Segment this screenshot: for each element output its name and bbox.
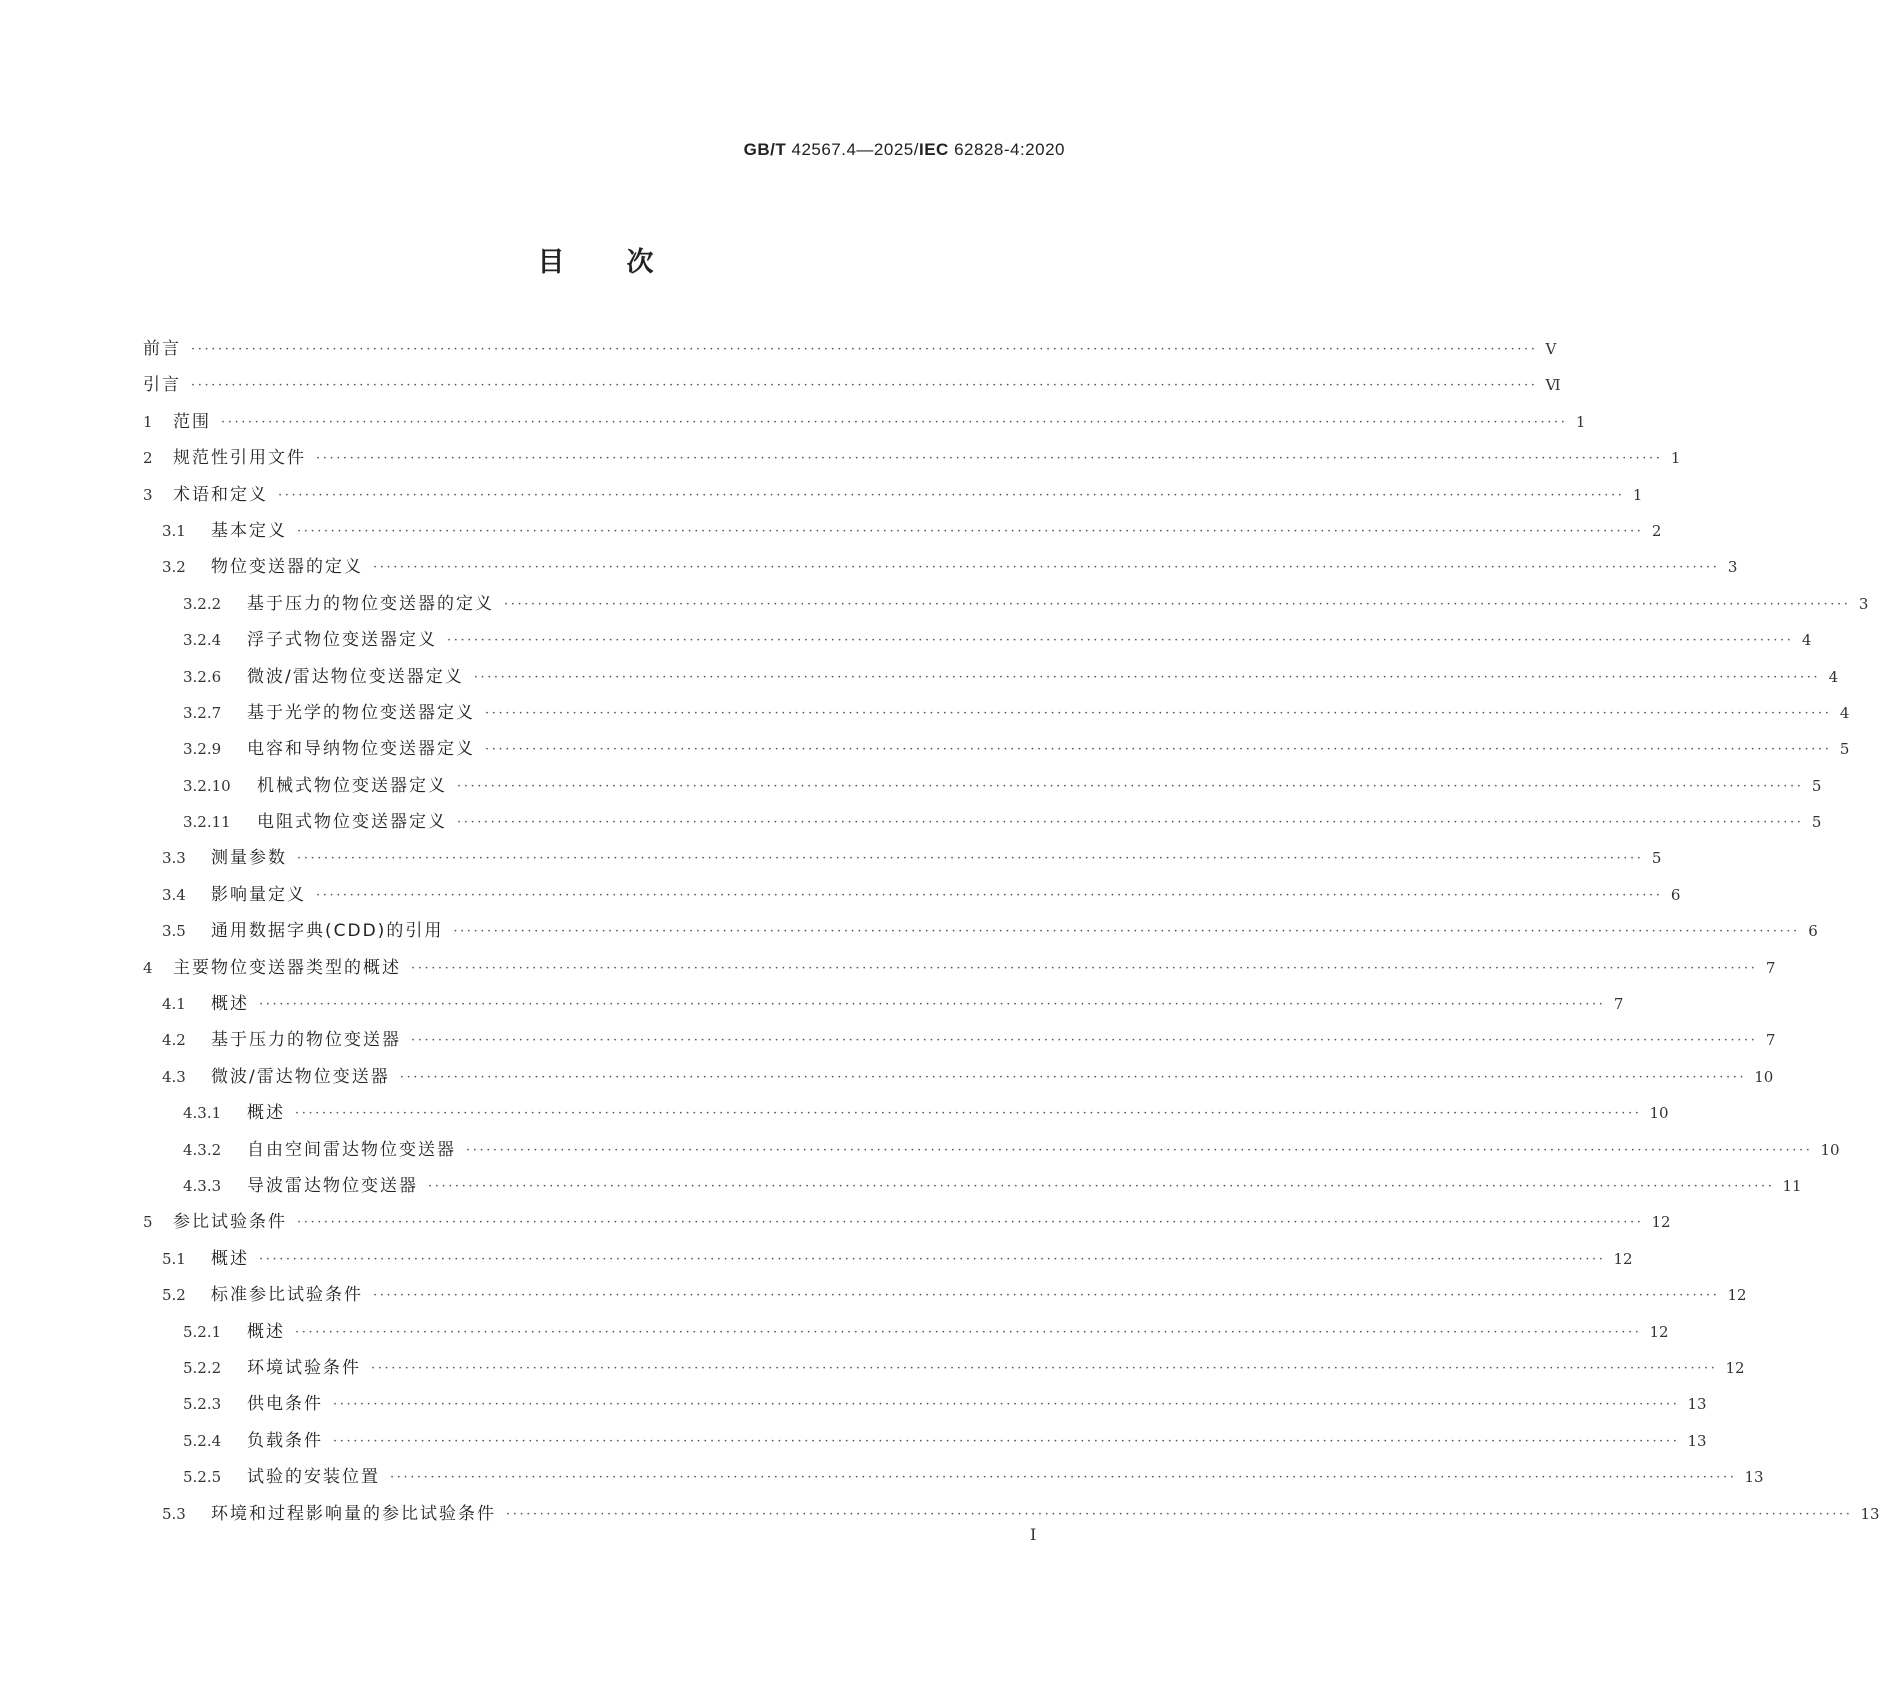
toc-leader-dots: ········································································································································································································ bbox=[466, 1142, 1813, 1158]
toc-entry[interactable] bbox=[143, 1065, 1774, 1101]
standard-iec-code: 62828-4:2020 bbox=[954, 140, 1065, 159]
toc-entry-number: 3.2.6 bbox=[183, 667, 222, 686]
toc-entry-page: 5 bbox=[1651, 849, 1662, 868]
toc-entry-label: 概述 bbox=[247, 1103, 285, 1124]
toc-entry[interactable] bbox=[143, 1101, 1669, 1137]
toc-entry[interactable] bbox=[143, 1356, 1745, 1392]
toc-entry[interactable] bbox=[143, 992, 1624, 1028]
toc-entry-number: 3.2.9 bbox=[183, 740, 222, 759]
toc-entry-page: 1 bbox=[1575, 412, 1586, 431]
toc-entry-label: 微波/雷达物位变送器定义 bbox=[247, 666, 464, 687]
toc-entry-label: 物位变送器的定义 bbox=[211, 557, 363, 578]
toc-entry-label: 前言 bbox=[143, 339, 181, 359]
toc-entry-label: 电阻式物位变送器定义 bbox=[257, 812, 447, 833]
toc-entry[interactable] bbox=[143, 919, 1818, 955]
toc-entry-page: Ⅴ bbox=[1545, 340, 1557, 358]
toc-entry-page: 4 bbox=[1801, 631, 1812, 650]
toc-entry-page: 10 bbox=[1820, 1140, 1840, 1159]
toc-entry-label: 标准参比试验条件 bbox=[211, 1285, 363, 1306]
toc-entry[interactable] bbox=[143, 1247, 1633, 1283]
toc-entry-number: 3.3 bbox=[162, 849, 186, 868]
toc-leader-dots: ········································································································································································································ bbox=[297, 523, 1644, 539]
toc-entry-label: 基于光学的物位变送器定义 bbox=[247, 702, 475, 723]
toc-leader-dots: ········································································································································································································ bbox=[485, 742, 1832, 758]
toc-leader-dots: ········································································································································································································ bbox=[221, 414, 1568, 430]
toc-entry-page: 5 bbox=[1839, 740, 1850, 759]
toc-entry-number: 3.2.7 bbox=[183, 703, 222, 722]
toc-entry-number: 3.4 bbox=[162, 885, 186, 904]
standard-iec: IEC bbox=[918, 140, 949, 159]
toc-entry[interactable] bbox=[143, 373, 1561, 409]
toc-leader-dots: ········································································································································································································ bbox=[295, 1106, 1642, 1122]
toc-entry-label: 浮子式物位变送器定义 bbox=[247, 630, 437, 651]
toc-entry-page: 12 bbox=[1651, 1213, 1671, 1232]
toc-entry-page: 5 bbox=[1811, 776, 1822, 795]
toc-entry-label: 参比试验条件 bbox=[173, 1212, 287, 1233]
toc-entry-page: 10 bbox=[1649, 1104, 1669, 1123]
page-number: Ⅰ bbox=[1030, 1525, 1037, 1544]
toc-entry-label: 微波/雷达物位变送器 bbox=[211, 1066, 390, 1087]
toc-entry[interactable] bbox=[143, 1138, 1840, 1174]
toc-entry-label: 引言 bbox=[143, 375, 181, 396]
toc-leader-dots: ········································································································································································································ bbox=[373, 1288, 1720, 1304]
toc-leader-dots: ········································································································································································································ bbox=[457, 778, 1804, 794]
toc-entry-number: 3.5 bbox=[162, 922, 186, 941]
toc-leader-dots: ········································································································································································································ bbox=[506, 1506, 1853, 1522]
toc-entry-number: 4.3 bbox=[162, 1067, 186, 1086]
toc-entry-page: 13 bbox=[1860, 1504, 1880, 1523]
toc-entry-label: 术语和定义 bbox=[173, 484, 268, 505]
toc-entry-number: 5 bbox=[143, 1213, 153, 1232]
toc-leader-dots: ········································································································································································································ bbox=[485, 705, 1832, 721]
toc-entry[interactable] bbox=[143, 1502, 1880, 1538]
toc-entry-label: 供电条件 bbox=[247, 1394, 323, 1415]
toc-entry[interactable] bbox=[143, 483, 1643, 519]
toc-entry-number: 5.2 bbox=[162, 1286, 186, 1305]
toc-entry[interactable] bbox=[143, 737, 1850, 773]
toc-leader-dots: ········································································································································································································ bbox=[457, 815, 1804, 831]
toc-entry-number: 3.2.4 bbox=[183, 631, 222, 650]
toc-entry-label: 主要物位变送器类型的概述 bbox=[173, 957, 401, 978]
toc-entry-page: 7 bbox=[1613, 995, 1624, 1014]
toc-entry-page: 11 bbox=[1782, 1176, 1802, 1195]
toc-entry-page: 1 bbox=[1670, 449, 1681, 468]
standard-code: 42567.4—2025/ bbox=[791, 140, 919, 159]
toc-entry-page: 5 bbox=[1811, 813, 1822, 832]
toc-entry-label: 环境和过程影响量的参比试验条件 bbox=[211, 1503, 496, 1524]
toc-entry-label: 规范性引用文件 bbox=[173, 448, 306, 469]
toc-leader-dots: ········································································································································································································ bbox=[390, 1470, 1737, 1486]
toc-leader-dots: ········································································································································································································ bbox=[333, 1433, 1680, 1449]
toc-entry-label: 概述 bbox=[211, 1248, 249, 1269]
toc-entry-page: 13 bbox=[1687, 1431, 1707, 1450]
toc-leader-dots: ········································································································································································································ bbox=[316, 451, 1663, 467]
toc-entry-page: Ⅵ bbox=[1545, 376, 1561, 395]
toc-leader-dots: ········································································································································································································ bbox=[259, 997, 1606, 1013]
toc-entry-label: 环境试验条件 bbox=[247, 1357, 361, 1378]
toc-entry[interactable] bbox=[143, 1392, 1707, 1428]
toc-entry-label: 范围 bbox=[173, 411, 211, 432]
toc-entry-page: 4 bbox=[1828, 667, 1839, 686]
toc-leader-dots: ········································································································································································································ bbox=[411, 1033, 1758, 1049]
toc-entry-label: 自由空间雷达物位变送器 bbox=[247, 1139, 456, 1160]
toc-leader-dots: ········································································································································································································ bbox=[297, 851, 1644, 867]
toc-entry[interactable] bbox=[143, 1429, 1707, 1465]
toc-entry-label: 概述 bbox=[247, 1321, 285, 1342]
toc-entry-label: 试验的安装位置 bbox=[247, 1467, 380, 1488]
toc-leader-dots: ········································································································································································································ bbox=[191, 342, 1538, 357]
toc-leader-dots: ········································································································································································································ bbox=[399, 1069, 1747, 1085]
toc-entry-label: 影响量定义 bbox=[211, 884, 306, 905]
toc-entry-number: 4.3.1 bbox=[183, 1104, 222, 1123]
toc-entry[interactable] bbox=[143, 1465, 1764, 1501]
toc-entry-number: 3.2.10 bbox=[183, 776, 231, 795]
toc-entry-number: 4.3.2 bbox=[183, 1140, 222, 1159]
toc-entry[interactable] bbox=[143, 956, 1776, 992]
table-of-contents bbox=[143, 337, 1880, 1538]
toc-entry[interactable] bbox=[143, 1283, 1747, 1319]
toc-entry[interactable] bbox=[143, 665, 1839, 701]
toc-entry-number: 3 bbox=[143, 485, 153, 504]
toc-entry-number: 5.1 bbox=[162, 1249, 186, 1268]
toc-entry-label: 通用数据字典(CDD)的引用 bbox=[211, 921, 444, 942]
toc-leader-dots: ········································································································································································································ bbox=[259, 1251, 1606, 1267]
toc-entry-number: 3.1 bbox=[162, 521, 186, 540]
toc-entry[interactable] bbox=[143, 1174, 1802, 1210]
toc-entry-number: 5.2.2 bbox=[183, 1358, 222, 1377]
toc-entry-label: 测量参数 bbox=[211, 848, 287, 869]
toc-leader-dots: ········································································································································································································ bbox=[191, 378, 1538, 394]
toc-entry-page: 6 bbox=[1808, 922, 1818, 941]
toc-leader-dots: ········································································································································································································ bbox=[316, 887, 1663, 903]
standard-prefix: GB/T bbox=[743, 140, 787, 159]
toc-entry-page: 3 bbox=[1858, 594, 1869, 613]
toc-entry-page: 13 bbox=[1687, 1395, 1707, 1414]
toc-entry-number: 5.2.1 bbox=[183, 1322, 222, 1341]
toc-entry-page: 7 bbox=[1765, 1031, 1776, 1050]
toc-entry[interactable] bbox=[143, 337, 1557, 373]
toc-entry[interactable] bbox=[143, 1210, 1671, 1246]
toc-leader-dots: ········································································································································································································ bbox=[473, 669, 1821, 685]
toc-entry-number: 5.2.4 bbox=[183, 1431, 222, 1450]
toc-entry-label: 概述 bbox=[211, 994, 249, 1015]
toc-entry-page: 10 bbox=[1754, 1067, 1774, 1086]
toc-entry[interactable] bbox=[143, 701, 1850, 737]
toc-entry-number: 4.3.3 bbox=[183, 1176, 222, 1195]
toc-entry-page: 1 bbox=[1632, 485, 1643, 504]
toc-entry-number: 3.2.11 bbox=[183, 813, 231, 832]
toc-entry-page: 12 bbox=[1613, 1249, 1633, 1268]
toc-entry[interactable] bbox=[143, 519, 1662, 555]
page-title: 目次 bbox=[537, 247, 716, 278]
toc-entry-label: 基于压力的物位变送器 bbox=[211, 1030, 401, 1051]
toc-entry-page: 3 bbox=[1727, 558, 1738, 577]
toc-entry-number: 4 bbox=[143, 958, 153, 977]
toc-entry-label: 基本定义 bbox=[211, 520, 287, 541]
toc-entry-number: 5.3 bbox=[162, 1504, 186, 1523]
toc-entry[interactable] bbox=[143, 1028, 1776, 1064]
toc-entry-number: 5.2.5 bbox=[183, 1468, 222, 1487]
toc-entry[interactable] bbox=[143, 555, 1738, 591]
toc-leader-dots: ········································································································································································································ bbox=[297, 1215, 1644, 1231]
toc-entry-number: 3.2.2 bbox=[183, 594, 222, 613]
toc-entry[interactable] bbox=[143, 883, 1681, 919]
toc-entry-number: 4.1 bbox=[162, 995, 186, 1014]
toc-entry[interactable] bbox=[143, 592, 1869, 628]
toc-entry-number: 2 bbox=[143, 449, 153, 468]
toc-leader-dots: ········································································································································································································ bbox=[411, 960, 1758, 976]
toc-entry-label: 负载条件 bbox=[247, 1430, 323, 1451]
toc-entry-page: 13 bbox=[1744, 1468, 1764, 1487]
toc-entry-label: 导波雷达物位变送器 bbox=[247, 1175, 418, 1196]
toc-leader-dots: ········································································································································································································ bbox=[295, 1324, 1642, 1340]
toc-entry-label: 基于压力的物位变送器的定义 bbox=[247, 593, 494, 614]
toc-entry-label: 机械式物位变送器定义 bbox=[257, 775, 447, 796]
toc-entry-number: 4.2 bbox=[162, 1031, 186, 1050]
toc-entry-page: 2 bbox=[1651, 521, 1662, 540]
toc-entry[interactable] bbox=[143, 810, 1822, 846]
toc-entry[interactable] bbox=[143, 1320, 1669, 1356]
toc-entry[interactable] bbox=[143, 410, 1586, 446]
toc-entry[interactable] bbox=[143, 774, 1822, 810]
toc-entry[interactable] bbox=[143, 846, 1662, 882]
standard-number bbox=[744, 140, 1065, 160]
toc-leader-dots: ········································································································································································································ bbox=[447, 633, 1794, 649]
toc-entry-page: 6 bbox=[1670, 885, 1681, 904]
toc-entry-page: 7 bbox=[1765, 958, 1776, 977]
toc-entry-label: 电容和导纳物位变送器定义 bbox=[247, 739, 475, 760]
toc-entry-number: 3.2 bbox=[162, 558, 186, 577]
toc-entry-page: 4 bbox=[1839, 703, 1850, 722]
toc-entry[interactable] bbox=[143, 628, 1812, 664]
toc-entry-page: 12 bbox=[1725, 1358, 1745, 1377]
toc-entry-number: 1 bbox=[143, 412, 153, 431]
toc-leader-dots: ········································································································································································································ bbox=[373, 560, 1720, 576]
toc-leader-dots: ········································································································································································································ bbox=[371, 1360, 1718, 1376]
toc-leader-dots: ········································································································································································································ bbox=[278, 487, 1625, 503]
toc-leader-dots: ········································································································································································································ bbox=[504, 596, 1851, 612]
toc-entry-page: 12 bbox=[1649, 1322, 1669, 1341]
toc-leader-dots: ········································································································································································································ bbox=[428, 1178, 1775, 1194]
toc-leader-dots: ········································································································································································································ bbox=[333, 1397, 1680, 1413]
toc-entry-page: 12 bbox=[1727, 1286, 1747, 1305]
toc-entry[interactable] bbox=[143, 446, 1681, 482]
toc-leader-dots: ········································································································································································································ bbox=[453, 924, 1800, 940]
toc-entry-number: 5.2.3 bbox=[183, 1395, 222, 1414]
